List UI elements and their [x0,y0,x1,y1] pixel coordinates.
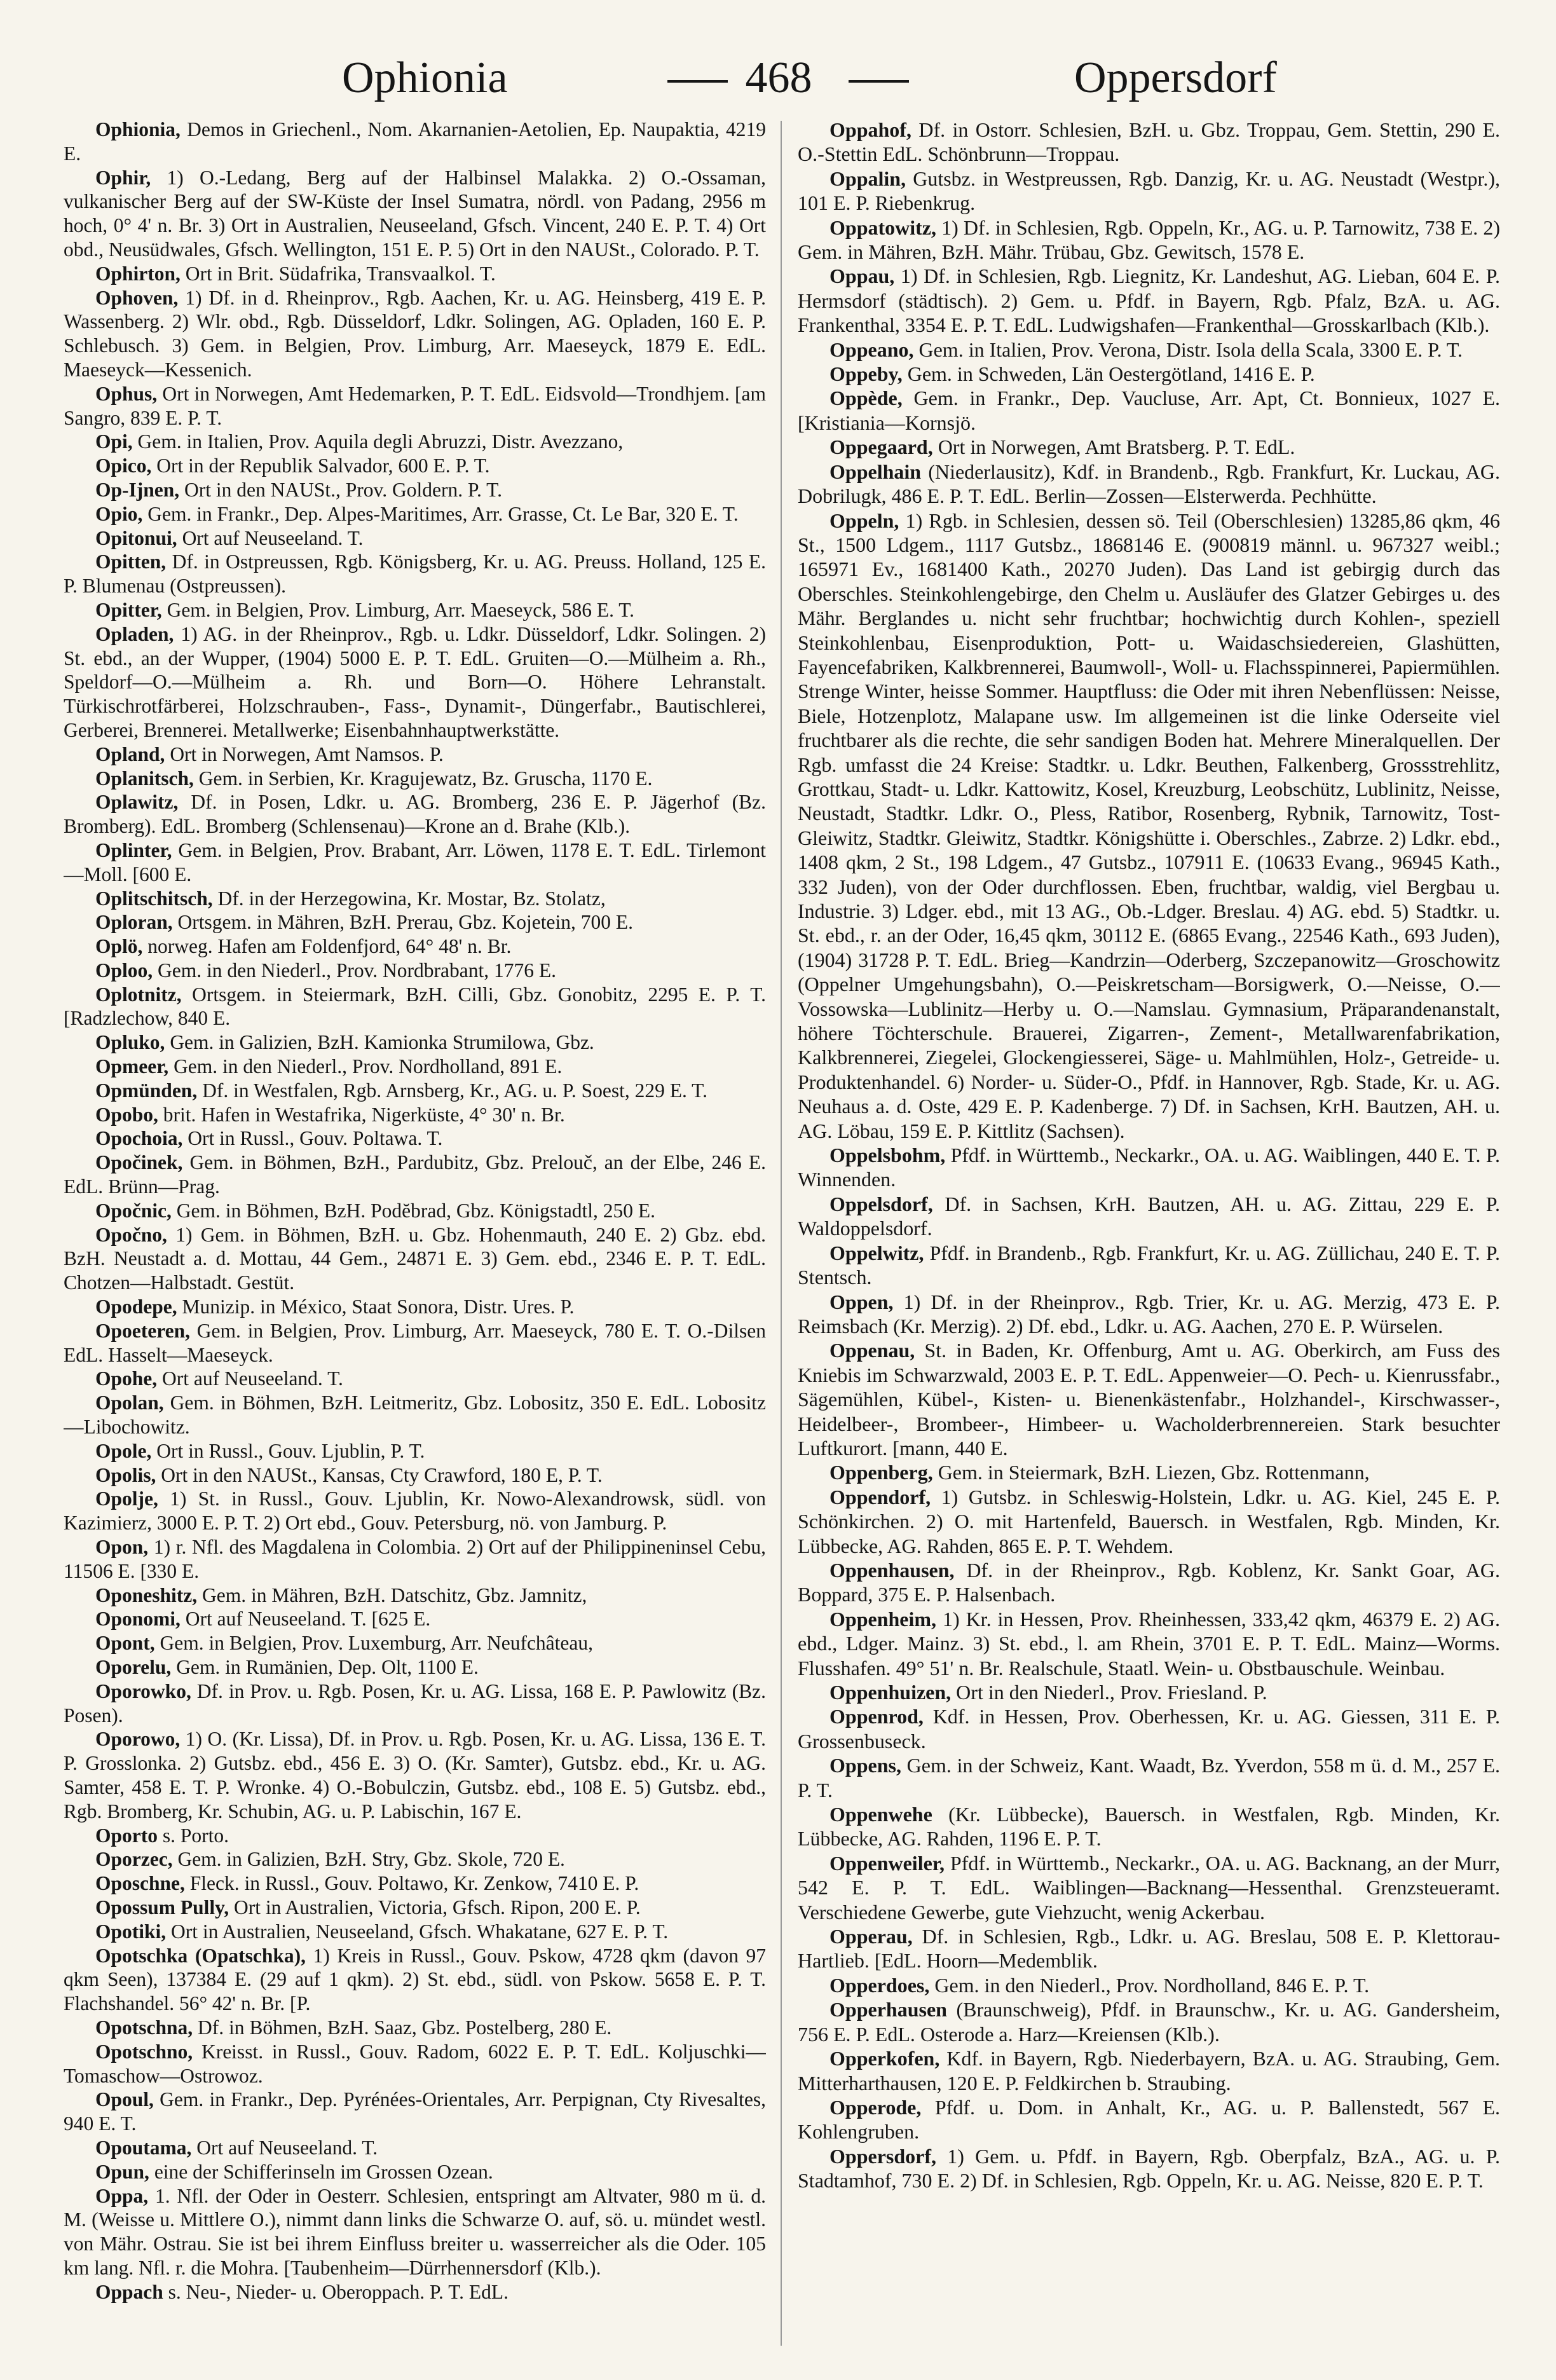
entry-headword: Opole, [95,1439,152,1462]
dictionary-entry [64,526,766,551]
entry-headword: Oppalin, [829,167,906,190]
dictionary-entry [64,1055,766,1079]
entry-headword: Opio, [95,502,143,525]
entry-text: 1) Df. in Schlesien, Rgb. Oppeln, Kr., AG. u. P. Tarnowitz, 738 E. 2) Gem. in Mähren, BzH. Mähr. Trübau, Gbz. Gewitsch, 1578 E. [798,215,1500,264]
entry-text: (Braunschweig), Pfdf. in Braunschw., Kr. u. AG. Gandersheim, 756 E. P. EdL. Osterode a. Harz—Kreiensen (Klb.). [798,1998,1500,2046]
dictionary-entry [798,1924,1500,1973]
dictionary-entry [798,435,1500,459]
entry-text: Df. in Posen, Ldkr. u. AG. Bromberg, 236 E. P. Jägerhof (Bz. Bromberg). EdL. Bromberg (Schlensenau)—Krone an d. Brahe (Klb.). [64,791,766,838]
dictionary-entry [798,1338,1500,1460]
entry-headword: Oplö, [95,935,143,958]
dictionary-entry [64,454,766,478]
entry-text: (Kr. Lübbecke), Bauersch. in Westfalen, Rgb. Minden, Kr. Lübbecke, AG. Rahden, 1196 E. P. T. [798,1803,1500,1850]
entry-headword: Oppelwitz, [829,1241,924,1264]
entry-text: Ort auf Neuseeland. T. [177,526,364,549]
dictionary-entry [64,790,766,838]
dictionary-entry [798,118,1500,167]
dictionary-entry [64,502,766,526]
entry-headword: Opperode, [829,2095,922,2119]
dictionary-entry [64,1944,766,2016]
dictionary-entry [64,1030,766,1055]
page-number: 468 [745,53,812,102]
entry-headword: Oppendorf, [829,1485,931,1508]
entry-headword: Oporowo, [95,1728,181,1751]
entry-headword: Oppède, [829,386,903,410]
entry-text: 1) Df. in d. Rheinprov., Rgb. Aachen, Kr. u. AG. Heinsberg, 419 E. P. Wassenberg. 2) Wlr. obd., Rgb. Düsseldorf, Ldkr. Solingen, AG. Opladen, 160 E. P. Schlebusch. 3) Gem. in Belgien, Prov. Limburg, Arr. Maeseyck, 1879 E. EdL. Maeseyck—Kessenich. [64,286,766,381]
entry-headword: Oplotnitz, [95,983,182,1006]
dictionary-entry [64,1319,766,1367]
dictionary-entry [64,1871,766,1896]
dictionary-entry [64,262,766,286]
entry-headword: Opmeer, [95,1055,169,1078]
entry-text: 1) O. (Kr. Lissa), Df. in Prov. u. Rgb. Posen, Kr. u. AG. Lissa, 136 E. T. P. Grosslonka. 2) Gutsbz. ebd., 456 E. 3) O. (Kr. Samter), Gutsbz. ebd., Kr. u. AG. Samter, 458 E. T. P. Wronke. 4) O.-Bobulczin, Gutsbz. ebd., 108 E. 5) Gutsbz. ebd., Rgb. Bromberg, Kr. Schubin, AG. u. P. Labischin, 167 E. [64,1728,766,1823]
dictionary-entry [64,910,766,934]
entry-text: 1) AG. in der Rheinprov., Rgb. u. Ldkr. Düsseldorf, Ldkr. Solingen. 2) St. ebd., an der Wupper, (1904) 5000 E. P. T. EdL. Gruiten—O.—Mülheim a. Rh., Speldorf—O.—Mülheim a. Rh. und Born—O. Höhere Lehranstalt. Türkischrotfärberei, Holzschrauben-, Fass-, Dynamit-, Düngerfabr., Bautischlerei, Gerberei, Brennerei. Metallwerke; Eisenbahnhauptwerkstätte. [64,622,766,741]
dictionary-entry [64,887,766,911]
entry-text: 1) St. in Russl., Gouv. Ljublin, Kr. Nowo-Alexandrowsk, südl. von Kazimierz, 3000 E. P. T. 2) Ort ebd., Gouv. Petersburg, nö. von Jamburg. P. [64,1488,766,1535]
entry-headword: Opperkofen, [829,2047,940,2070]
header-rule-right [849,80,909,83]
entry-text: Ort auf Neuseeland. T. [157,1367,343,1390]
entry-headword: Opon, [95,1536,149,1559]
entry-headword: Oppelhain [829,460,922,483]
dictionary-entry [64,742,766,767]
entry-text: Gem. in den Niederl., Prov. Nordholland, 891 E. [168,1055,563,1078]
dictionary-entry [798,1753,1500,1802]
entry-text: Ort in Norwegen, Amt Namsos. P. [165,742,444,765]
entry-headword: Opočnic, [95,1199,172,1222]
dictionary-entry [798,1290,1500,1339]
entry-text: Gem. in Italien, Prov. Verona, Distr. Isola della Scala, 3300 E. P. T. [913,338,1463,361]
entry-headword: Opperhausen [829,1998,947,2021]
entry-text: Ort in Australien, Neuseeland, Gfsch. Whakatane, 627 E. P. T. [166,1920,669,1943]
dictionary-entry [798,1558,1500,1607]
dictionary-entry [798,1485,1500,1558]
entry-text: Gutsbz. in Westpreussen, Rgb. Danzig, Kr. u. AG. Neustadt (Westpr.), 101 E. P. Riebenkrug. [798,167,1500,215]
entry-text: 1) Gutsbz. in Schleswig-Holstein, Ldkr. u. AG. Kiel, 245 E. P. Schönkirchen. 2) O. mit Hartenfeld, Bauersch. in Westfalen, Rgb. Minden, Kr. Lübbecke, AG. Rahden, 865 E. P. T. Wehdem. [798,1485,1500,1557]
dictionary-entry [64,1439,766,1463]
dictionary-entry [798,386,1500,435]
entry-text: Gem. in Böhmen, BzH., Pardubitz, Gbz. Prelouč, an der Elbe, 246 E. EdL. Brünn—Prag. [64,1151,766,1198]
dictionary-entry [64,1079,766,1103]
entry-headword: Opladen, [95,622,174,645]
entry-text: Gem. in Belgien, Prov. Limburg, Arr. Maeseyck, 586 E. T. [161,598,635,621]
dictionary-entry [798,1997,1500,2046]
entry-headword: Opun, [95,2160,149,2183]
dictionary-entry [64,2088,766,2136]
entry-text: Fleck. in Russl., Gouv. Poltawo, Kr. Zenkow, 7410 E. P. [184,1872,639,1895]
entry-headword: Ophionia, [95,118,181,140]
dictionary-entry [798,1607,1500,1680]
entry-text: Gem. in Mähren, BzH. Datschitz, Gbz. Jamnitz, [197,1583,587,1606]
entry-headword: Opoul, [95,2088,154,2111]
entry-headword: Ophoven, [95,286,179,309]
entry-text: Df. in Ostpreussen, Rgb. Königsberg, Kr. u. AG. Preuss. Holland, 125 E. P. Blumenau (Ostpreussen). [64,551,766,598]
entry-headword: Oppens, [829,1754,901,1777]
dictionary-entry [64,2160,766,2184]
entry-headword: Opitter, [95,598,162,621]
entry-headword: Opperau, [829,1925,913,1948]
entry-headword: Oploo, [95,959,153,981]
dictionary-entry [798,264,1500,337]
right-column [798,118,1500,2355]
entry-text: Kdf. in Bayern, Rgb. Niederbayern, BzA. u. AG. Straubing, Gem. Mitterharthausen, 120 E. P. Feldkirchen b. Straubing. [798,2047,1500,2095]
entry-text: Df. in Prov. u. Rgb. Posen, Kr. u. AG. Lissa, 168 E. P. Pawlowitz (Bz. Posen). [64,1679,766,1727]
entry-text: Gem. in Italien, Prov. Aquila degli Abruzzi, Distr. Avezzano, [132,430,624,453]
entry-text: 1) Rgb. in Schlesien, dessen sö. Teil (Oberschlesien) 13285,86 qkm, 46 St., 1500 Ldgem., 1117 Gutsbz., 1868146 E. (900819 männl. u. 967327 weibl.; 165971 Ev., 1681400 Kath., 20270 Juden). Das Land ist gebirgig durch das Oberschles. Steinkohlengebirge, den Chelm u. Ausläufer des Glatzer Gebirges u. des Mähr. Berglandes u. nicht sehr fruchtbar; hochwichtig durch Kohlen-, speziell Steinkohlenbau, Eisenproduktion, Pott- u. Waidaschsiedereien, Glashütten, Fayencefabriken, Kalkbrennerei, Baumwoll-, Woll- u. Flachsspinnerei, Papiermühlen. Strenge Winter, heisse Sommer. Hauptfluss: die Oder mit ihren Nebenflüssen: Neisse, Biele, Hotzenplotz, Malapane usw. Im allgemeinen ist die linke Oderseite viel fruchtbarer als die rechte, die sehr sandigen Boden hat. Mehrere Mineralquellen. Der Rgb. umfasst die 24 Kreise: Stadtkr. u. Ldkr. Beuthen, Falkenberg, Grossstrehlitz, Grottkau, Stadt- u. Ldkr. Kattowitz, Kosel, Kreuzburg, Leobschütz, Lublinitz, Neisse, Neustadt, Stadtkr. Ldkr. O., Pless, Ratibor, Rosenberg, Rybnik, Tarnowitz, Tost-Gleiwitz, Stadtkr. Gleiwitz, Stadtkr. Königshütte i. Oberschles., Zabrze. 2) Ldkr. ebd., 1408 qkm, 2 St., 198 Ldgem., 47 Gutsbz., 107911 E. (10633 Evang., 96945 Kath., 332 Juden), von der Oder durchflossen. Eben, fruchtbar, waldig, viel Bergbau u. Industrie. 3) Ldger. ebd., mit 13 AG., Ob.-Ldger. Breslau. 4) AG. ebd. 5) Stadtkr. u. St. ebd., r. an der Oder, 16,45 qkm, 30112 E. (6865 Evang., 22546 Kath., 693 Juden), (1904) 31728 P. T. EdL. Brieg—Kandrzin—Oderberg, Szczepanowitz—Groschowitz (Oppelner Umgehungsbahn), O.—Peiskretscham—Borsigwerk, O.—Neisse, O.—Vossowska—Lublinitz—Herby u. O.—Namslau. Gymnasium, Präparandenanstalt, höhere Töchterschule. Brauerei, Zigarren-, Zement-, Metallwarenfabrikation, Kalkbrennerei, Ziegelei, Glockengiesserei, Säge- u. Mahlmühlen, Holz-, Getreide- u. Produktenhandel. 6) Norder- u. Süder-O., Pfdf. in Hannover, Rgb. Stade, Kr. u. AG. Neuhaus a. d. Oste, 429 E. P. Kadenberge. 7) Df. in Sachsen, KrH. Bautzen, AH. u. AG. Löbau, 159 E. P. Kittlitz (Sachsen). [798,509,1500,1142]
entry-headword: Oplanitsch, [95,767,194,790]
dictionary-entry [64,1583,766,1608]
dictionary-entry [798,1460,1500,1484]
dictionary-entry [798,2095,1500,2144]
dictionary-entry [64,286,766,382]
entry-headword: Oplawitz, [95,791,179,814]
dictionary-entry [64,598,766,622]
entry-text: Gem. in Böhmen, BzH. Leitmeritz, Gbz. Lobositz, 350 E. EdL. Lobositz—Libochowitz. [64,1392,766,1439]
entry-text: Pfdf. in Brandenb., Rgb. Frankfurt, Kr. u. AG. Züllichau, 240 E. T. P. Stentsch. [798,1241,1500,1289]
column-divider [781,121,782,2346]
entry-text: St. in Baden, Kr. Offenburg, Amt u. AG. Oberkirch, am Fuss des Kniebis im Schwarzwald, 2003 E. P. T. EdL. Appenweier—O. Pech- u. Kienrussfabr., Sägemühlen, Kübel-, Kisten- u. Bienenkästenfabr., Holzhandel-, Kirschwasser-, Heidelbeer-, Brombeer-, Himbeer- u. Wacholderbrennereien. Stark besuchter Luftkurort. [mann, 440 E. [798,1339,1500,1460]
dictionary-entry [64,1463,766,1488]
dictionary-entry [798,1241,1500,1290]
entry-headword: Oppersdorf, [829,2144,936,2168]
entry-text: 1) Gem. u. Pfdf. in Bayern, Rgb. Oberpfalz, BzA., AG. u. P. Stadtamhof, 730 E. 2) Df. in Schlesien, Rgb. Oppeln, Kr. u. AG. Neisse, 820 E. P. T. [798,2144,1500,2192]
entry-text: Gem. in Frankr., Dep. Alpes-Maritimes, Arr. Grasse, Ct. Le Bar, 320 E. T. [142,502,739,525]
entry-text: Pfdf. u. Dom. in Anhalt, Kr., AG. u. P. Ballenstedt, 567 E. Kohlengruben. [798,2095,1500,2144]
entry-headword: Oporelu, [95,1656,172,1678]
dictionary-entry [798,460,1500,509]
entry-headword: Oppenberg, [829,1461,933,1484]
dictionary-entry [64,1896,766,1920]
dictionary-entry [64,2184,766,2280]
entry-headword: Opoeteren, [95,1319,191,1342]
entry-text: Ortsgem. in Mähren, BzH. Prerau, Gbz. Kojetein, 700 E. [172,911,633,934]
dictionary-entry [798,2144,1500,2193]
entry-text: Gem. in Frankr., Dep. Vaucluse, Arr. Apt, Ct. Bonnieux, 1027 E. [Kristiania—Kornsjö. [798,386,1500,434]
dictionary-entry [798,338,1500,362]
dictionary-entry [64,1535,766,1583]
dictionary-entry [64,1607,766,1631]
entry-headword: Oppen, [829,1290,894,1313]
entry-text: Df. in der Herzegowina, Kr. Mostar, Bz. Stolatz, [212,887,606,910]
dictionary-entry [798,1802,1500,1851]
entry-headword: Opotschno, [95,2040,193,2063]
entry-text: s. Porto. [158,1824,229,1847]
entry-text: Ort auf Neuseeland. T. [191,2136,378,2159]
dictionary-entry [64,959,766,983]
entry-text: Gem. in Frankr., Dep. Pyrénées-Orientales, Arr. Perpignan, Cty Rivesaltes, 940 E. T. [64,2088,766,2135]
dictionary-entry [64,1824,766,1848]
entry-headword: Opočinek, [95,1151,183,1174]
entry-headword: Oppelsbohm, [829,1144,946,1167]
entry-text: eine der Schifferinseln im Grossen Ozean. [149,2160,493,2183]
entry-headword: Oppau, [829,264,895,288]
dictionary-entry [64,1151,766,1199]
entry-headword: Opobo, [95,1103,158,1126]
entry-headword: Opluko, [95,1031,165,1054]
entry-headword: Oploran, [95,911,173,934]
entry-headword: Oppenwehe [829,1803,932,1826]
entry-text: Gem. in Rumänien, Dep. Olt, 1100 E. [171,1656,479,1678]
dictionary-entry [64,118,766,166]
dictionary-entry [64,2280,766,2304]
dictionary-entry [798,215,1500,264]
entry-text: Ortsgem. in Steiermark, BzH. Cilli, Gbz. Gonobitz, 2295 E. P. T. [Radzlechow, 840 E. [64,983,766,1030]
dictionary-entry [64,1631,766,1655]
entry-headword: Opotschna, [95,2016,193,2039]
entry-headword: Opont, [95,1632,155,1655]
entry-headword: Opmünden, [95,1079,198,1102]
entry-headword: Oposchne, [95,1872,185,1895]
entry-headword: Opperdoes, [829,1973,930,1997]
entry-headword: Oppeano, [829,338,914,361]
dictionary-entry [798,2046,1500,2095]
entry-text: (Niederlausitz), Kdf. in Brandenb., Rgb. Frankfurt, Kr. Luckau, AG. Dobrilugk, 486 E. P. T. EdL. Berlin—Zossen—Elsterwerda. Pechhütte. [798,460,1500,508]
entry-text: Gem. in den Niederl., Prov. Nordbrabant, 1776 E. [153,959,556,981]
left-column [64,118,766,2355]
entry-headword: Opolis, [95,1463,156,1486]
dictionary-entry [798,1680,1500,1704]
entry-text: Gem. in Serbien, Kr. Kragujewatz, Bz. Gruscha, 1170 E. [193,767,653,790]
entry-headword: Opočno, [95,1223,167,1246]
dictionary-entry [64,1920,766,1944]
entry-text: Gem. in der Schweiz, Kant. Waadt, Bz. Yverdon, 558 m ü. d. M., 257 E. P. T. [798,1754,1500,1802]
entry-text: Df. in Ostorr. Schlesien, BzH. u. Gbz. Troppau, Gem. Stettin, 290 E. O.-Stettin EdL. Schönbrunn—Troppau. [798,118,1500,166]
dictionary-entry [64,1367,766,1391]
entry-headword: Ophus, [95,382,158,405]
entry-headword: Oppenheim, [829,1607,937,1631]
dictionary-entry [64,1391,766,1439]
dictionary-entry [64,430,766,454]
dictionary-entry [798,167,1500,215]
dictionary-entry [798,509,1500,1144]
entry-headword: Opochoia, [95,1127,183,1150]
entry-text: s. Neu-, Nieder- u. Oberoppach. P. T. EdL. [163,2280,508,2303]
dictionary-entry [64,622,766,742]
entry-text: 1) Kr. in Hessen, Prov. Rheinhessen, 333,42 qkm, 46379 E. 2) AG. ebd., Ldger. Mainz. 3) St. ebd., l. am Rhein, 3701 E. P. T. EdL. Mainz—Worms. Flusshafen. 49° 51' n. Br. Realschule, Staatl. Wein- u. Obstbauschule. Weinbau. [798,1607,1500,1679]
dictionary-entry [64,166,766,262]
dictionary-entry [798,1851,1500,1924]
entry-headword: Opotiki, [95,1920,167,1943]
entry-text: Ort in der Republik Salvador, 600 E. P. T. [151,455,490,477]
header-last-entry: Oppersdorf [1074,53,1277,102]
dictionary-entry [798,1973,1500,1997]
entry-text: Gem. in Belgien, Prov. Limburg, Arr. Maeseyck, 780 E. T. O.-Dilsen EdL. Hasselt—Maeseyck. [64,1319,766,1366]
entry-text: 1) Df. in Schlesien, Rgb. Liegnitz, Kr. Landeshut, AG. Lieban, 604 E. P. Hermsdorf (städtisch). 2) Gem. u. Pfdf. in Bayern, Rgb. Pfalz, BzA. u. AG. Frankenthal, 3354 E. P. T. EdL. Ludwigshafen—Frankenthal—Grosskarlbach (Klb.). [798,264,1500,337]
entry-headword: Oppeby, [829,362,903,386]
entry-headword: Oppegaard, [829,435,933,459]
entry-headword: Opolan, [95,1392,164,1414]
entry-text: Kdf. in Hessen, Prov. Oberhessen, Kr. u. AG. Giessen, 311 E. P. Grossenbuseck. [798,1705,1500,1753]
entry-text: Gem. in Belgien, Prov. Luxemburg, Arr. Neufchâteau, [154,1632,593,1655]
entry-headword: Opodepe, [95,1296,177,1318]
dictionary-entry [64,550,766,598]
entry-headword: Oppenrod, [829,1705,924,1728]
dictionary-entry [64,2016,766,2040]
entry-headword: Ophir, [95,166,151,189]
entry-headword: Oppach [95,2280,163,2303]
dictionary-entry [64,934,766,959]
dictionary-entry [64,1126,766,1151]
dictionary-entry [64,1295,766,1319]
entry-headword: Opi, [95,430,133,453]
dictionary-entry [798,1704,1500,1753]
entry-headword: Oplinter, [95,838,172,861]
entry-headword: Opolje, [95,1488,158,1510]
entry-headword: Oppenhausen, [829,1558,955,1582]
entry-headword: Opossum Pully, [95,1896,229,1918]
entry-text: Gem. in Steiermark, BzH. Liezen, Gbz. Rottenmann, [932,1461,1370,1484]
entry-headword: Opico, [95,455,152,477]
dictionary-entry [64,1487,766,1535]
entry-text: Gem. in Galizien, BzH. Kamionka Strumilowa, Gbz. [165,1031,594,1054]
entry-text: norweg. Hafen am Foldenfjord, 64° 48' n. Br. [142,935,512,958]
entry-text: Df. in Schlesien, Rgb., Ldkr. u. AG. Breslau, 508 E. P. Klettorau-Hartlieb. [EdL. Hoorn—Medemblik. [798,1925,1500,1973]
entry-headword: Oppa, [95,2184,149,2207]
entry-text: Gem. in Böhmen, BzH. Podĕbrad, Gbz. Königstadtl, 250 E. [171,1199,656,1222]
entry-text: Ort in Brit. Südafrika, Transvaalkol. T. [180,262,496,285]
entry-text: Df. in Böhmen, BzH. Saaz, Gbz. Postelberg, 280 E. [193,2016,612,2039]
entry-text: Pfdf. in Württemb., Neckarkr., OA. u. AG. Backnang, an der Murr, 542 E. P. T. EdL. Waiblingen—Backnang—Hessenthal. Grenzsteueramt. Verschiedene Gewerbe, gute Viehzucht, wenig Ackerbau. [798,1851,1500,1924]
entry-text: Pfdf. in Württemb., Neckarkr., OA. u. AG. Waiblingen, 440 E. T. P. Winnenden. [798,1144,1500,1191]
entry-headword: Opotschka (Opatschka), [95,1944,306,1967]
entry-text: Ort in den NAUSt., Kansas, Cty Crawford, 180 E, P. T. [156,1463,603,1486]
entry-headword: Oponomi, [95,1608,181,1631]
entry-text: Ort auf Neuseeland. T. [625 E. [180,1608,431,1631]
entry-headword: Ophirton, [95,262,181,285]
entry-headword: Opland, [95,742,165,765]
entry-text: Df. in Westfalen, Rgb. Arnsberg, Kr., AG. u. P. Soest, 229 E. T. [197,1079,707,1102]
dictionary-entry [798,1192,1500,1241]
entry-text: Munizip. in México, Staat Sonora, Distr. Ures. P. [177,1296,575,1318]
entry-text: 1) Kreis in Russl., Gouv. Pskow, 4728 qkm (davon 97 qkm Seen), 137384 E. (29 auf 1 qkm). 2) St. ebd., südl. von Pskow. 5658 E. P. T. Flachshandel. 56° 42' n. Br. [P. [64,1944,766,2015]
dictionary-entry [64,767,766,791]
page-header [57,43,1499,113]
entry-headword: Opoutama, [95,2136,192,2159]
entry-headword: Opitonui, [95,526,177,549]
dictionary-entry [64,838,766,887]
entry-text: Ort in Russl., Gouv. Poltawa. T. [182,1127,443,1150]
dictionary-entry [64,1679,766,1728]
entry-text: Demos in Griechenl., Nom. Akarnanien-Aetolien, Ep. Naupaktia, 4219 E. [64,118,766,165]
entry-text: Ort in Norwegen, Amt Hedemarken, P. T. EdL. Eidsvold—Trondhjem. [am Sangro, 839 E. P. T. [64,382,766,429]
entry-text: Df. in der Rheinprov., Rgb. Koblenz, Kr. Sankt Goar, AG. Boppard, 375 E. P. Halsenbach. [798,1558,1500,1606]
entry-headword: Oporzec, [95,1848,173,1871]
entry-headword: Oppahof, [829,118,911,141]
entry-text: Ort in Norwegen, Amt Bratsberg. P. T. EdL. [932,435,1295,459]
entry-text: 1) Df. in der Rheinprov., Rgb. Trier, Kr. u. AG. Merzig, 473 E. P. Reimsbach (Kr. Merzig). 2) Df. ebd., Ldkr. u. AG. Aachen, 270 E. P. Würselen. [798,1290,1500,1337]
entry-text: 1) Gem. in Böhmen, BzH. u. Gbz. Hohenmauth, 240 E. 2) Gbz. ebd. BzH. Neustadt a. d. Mottau, 44 Gem., 24871 E. 3) Gem. ebd., 2346 E. P. T. EdL. Chotzen—Halbstadt. Gestüt. [64,1223,766,1294]
entry-headword: Op-Ijnen, [95,478,180,501]
entry-headword: Oppeln, [829,509,899,532]
entry-text: 1) r. Nfl. des Magdalena in Colombia. 2) Ort auf der Philippineninsel Cebu, 11506 E. [330 E. [64,1536,766,1582]
entry-text: brit. Hafen in Westafrika, Nigerküste, 4° 30' n. Br. [158,1103,565,1126]
entry-text: Ort in Russl., Gouv. Ljublin, P. T. [151,1439,425,1462]
entry-headword: Opitten, [95,551,167,573]
dictionary-entry [64,1655,766,1679]
entry-headword: Oppenau, [829,1339,915,1362]
entry-headword: Opohe, [95,1367,158,1390]
dictionary-entry [64,478,766,502]
entry-text: Ort in Australien, Victoria, Gfsch. Ripon, 200 E. P. [229,1896,641,1918]
entry-text: Gem. in Belgien, Prov. Brabant, Arr. Löwen, 1178 E. T. EdL. Tirlemont—Moll. [600 E. [64,838,766,886]
dictionary-entry [64,1103,766,1127]
dictionary-entry [798,1143,1500,1192]
entry-headword: Oppelsdorf, [829,1192,933,1215]
header-first-entry: Ophionia [342,53,508,102]
dictionary-entry [64,1847,766,1871]
entry-text: 1) O.-Ledang, Berg auf der Halbinsel Malakka. 2) O.-Ossaman, vulkanischer Berg auf der SW-Küste der Insel Sumatra, nördl. von Padang, 2956 m hoch, 0° 4' n. Br. 3) Ort in Australien, Neuseeland, Gfsch. Vincent, 240 E. P. T. 4) Ort obd., Neusüdwales, Gfsch. Wellington, 151 E. P. 5) Ort in den NAUSt., Colorado. P. T. [64,166,766,261]
entry-text: Kreisst. in Russl., Gouv. Radom, 6022 E. P. T. EdL. Koljuschki—Tomaschow—Ostrowoz. [64,2040,766,2087]
entry-text: Df. in Sachsen, KrH. Bautzen, AH. u. AG. Zittau, 229 E. P. Waldoppelsdorf. [798,1192,1500,1240]
entry-text: Gem. in Galizien, BzH. Stry, Gbz. Skole, 720 E. [172,1848,565,1871]
dictionary-entry [64,2040,766,2088]
entry-headword: Oporowko, [95,1679,191,1702]
dictionary-entry [64,1223,766,1295]
dictionary-entry [798,362,1500,386]
entry-headword: Oponeshitz, [95,1583,198,1606]
dictionary-entry [64,2136,766,2160]
entry-text: 1. Nfl. der Oder in Oesterr. Schlesien, entspringt am Altvater, 980 m ü. d. M. (Weisse u. Mittlere O.), nimmt dann links die Schwarze O. auf, sö. u. mündet westl. von Mähr. Ostrau. Sie ist bei ihrem Einfluss breiter u. wasserreicher als die Oder. 105 km lang. Nfl. r. die Mohra. [Taubenheim—Dürrhennersdorf (Klb.). [64,2184,766,2279]
entry-text: Ort in den Niederl., Prov. Friesland. P. [951,1681,1267,1704]
dictionary-entry [64,1727,766,1823]
entry-headword: Oplitschitsch, [95,887,213,910]
entry-headword: Oppenweiler, [829,1851,945,1875]
entry-text: Gem. in Schweden, Län Oestergötland, 1416 E. P. [902,362,1315,386]
entry-headword: Oppenhuizen, [829,1681,952,1704]
entry-text: Gem. in den Niederl., Prov. Nordholland, 846 E. P. T. [929,1973,1370,1997]
entry-text: Ort in den NAUSt., Prov. Goldern. P. T. [179,478,502,501]
dictionary-entry [64,382,766,430]
entry-headword: Oppatowitz, [829,215,936,239]
entry-headword: Oporto [95,1824,158,1847]
dictionary-entry [64,983,766,1031]
dictionary-entry [64,1199,766,1223]
